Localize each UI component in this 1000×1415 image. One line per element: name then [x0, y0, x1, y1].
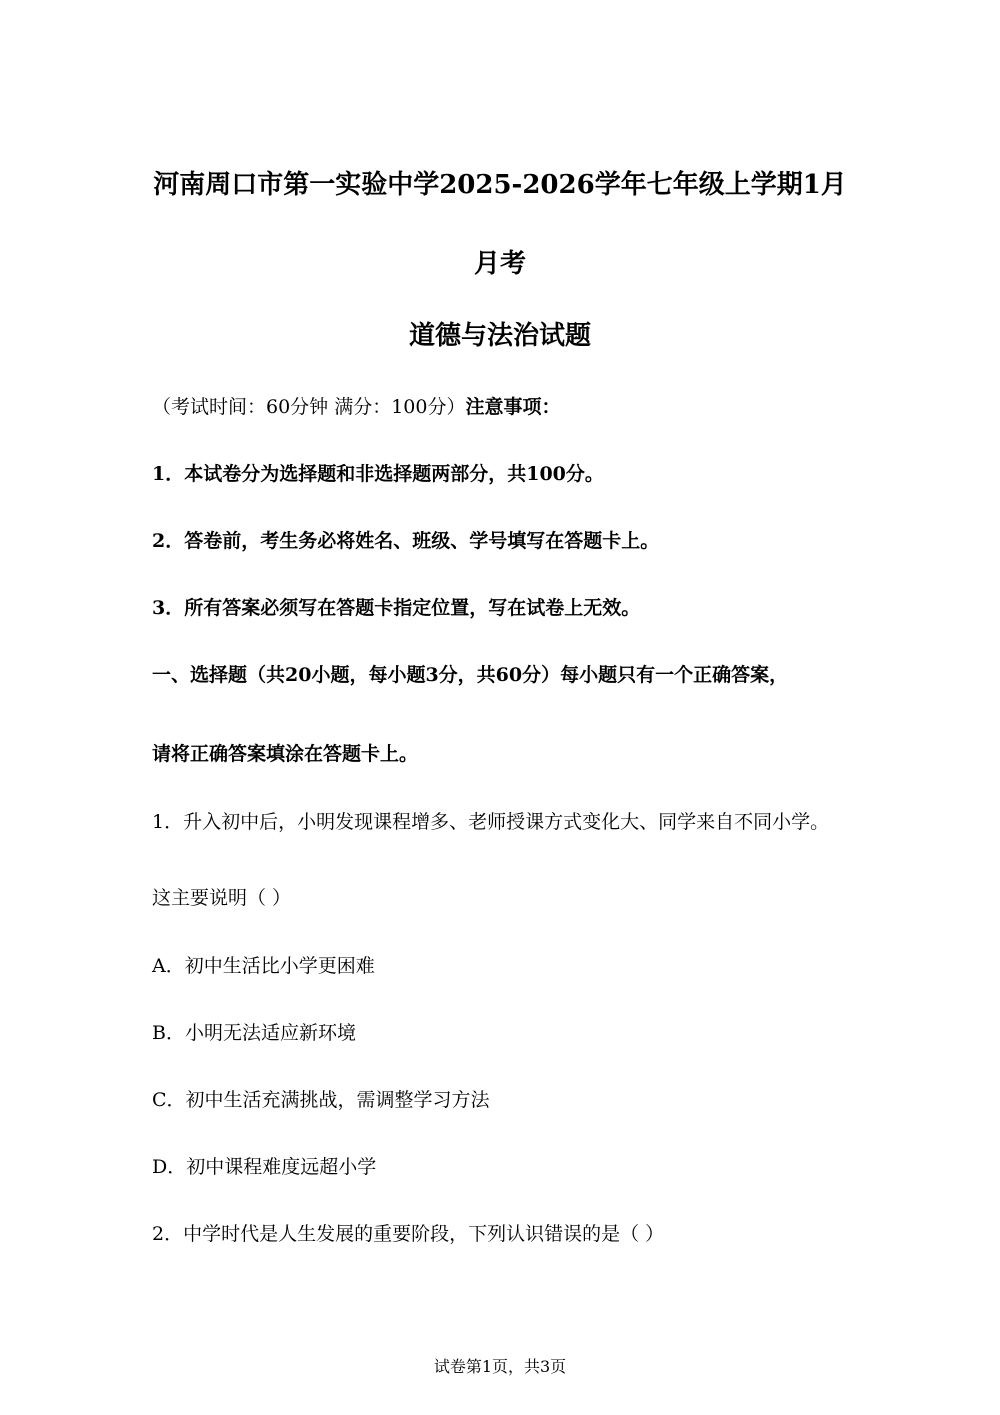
section-heading-line-2: 请将正确答案填涂在答题卡上。 — [152, 743, 419, 765]
question-1-option-c: C．初中生活充满挑战，需调整学习方法 — [152, 1089, 490, 1111]
question-1-option-d: D．初中课程难度远超小学 — [152, 1156, 377, 1178]
page-footer: 试卷第1页，共3页 — [433, 1357, 567, 1376]
question-2-stem-line-1: 2．中学时代是人生发展的重要阶段，下列认识错误的是（ ） — [152, 1223, 665, 1245]
notice-item-3: 3．所有答案必须写在答题卡指定位置，写在试卷上无效。 — [152, 597, 641, 619]
question-1-option-b: B．小明无法适应新环境 — [152, 1022, 356, 1044]
exam-title-line-2: 月考 — [473, 249, 526, 279]
section-heading-line-1: 一、选择题（共20小题，每小题3分，共60分）每小题只有一个正确答案， — [152, 664, 789, 686]
exam-time-score: （考试时间：60分钟 满分：100分） — [152, 396, 466, 418]
notice-item-2: 2．答卷前，考生务必将姓名、班级、学号填写在答题卡上。 — [152, 530, 660, 552]
exam-title-line-1: 河南周口市第一实验中学2025-2026学年七年级上学期1月 — [153, 170, 847, 200]
question-1-option-a: A．初中生活比小学更困难 — [152, 955, 375, 977]
notice-item-1: 1．本试卷分为选择题和非选择题两部分，共100分。 — [152, 463, 604, 485]
exam-subject-title: 道德与法治试题 — [408, 321, 591, 351]
question-1-stem-line-2: 这主要说明（ ） — [152, 887, 292, 909]
question-1-stem-line-1: 1．升入初中后，小明发现课程增多、老师授课方式变化大、同学来自不同小学。 — [152, 811, 830, 833]
exam-info-line — [152, 395, 561, 419]
notice-heading: 注意事项： — [465, 396, 561, 418]
